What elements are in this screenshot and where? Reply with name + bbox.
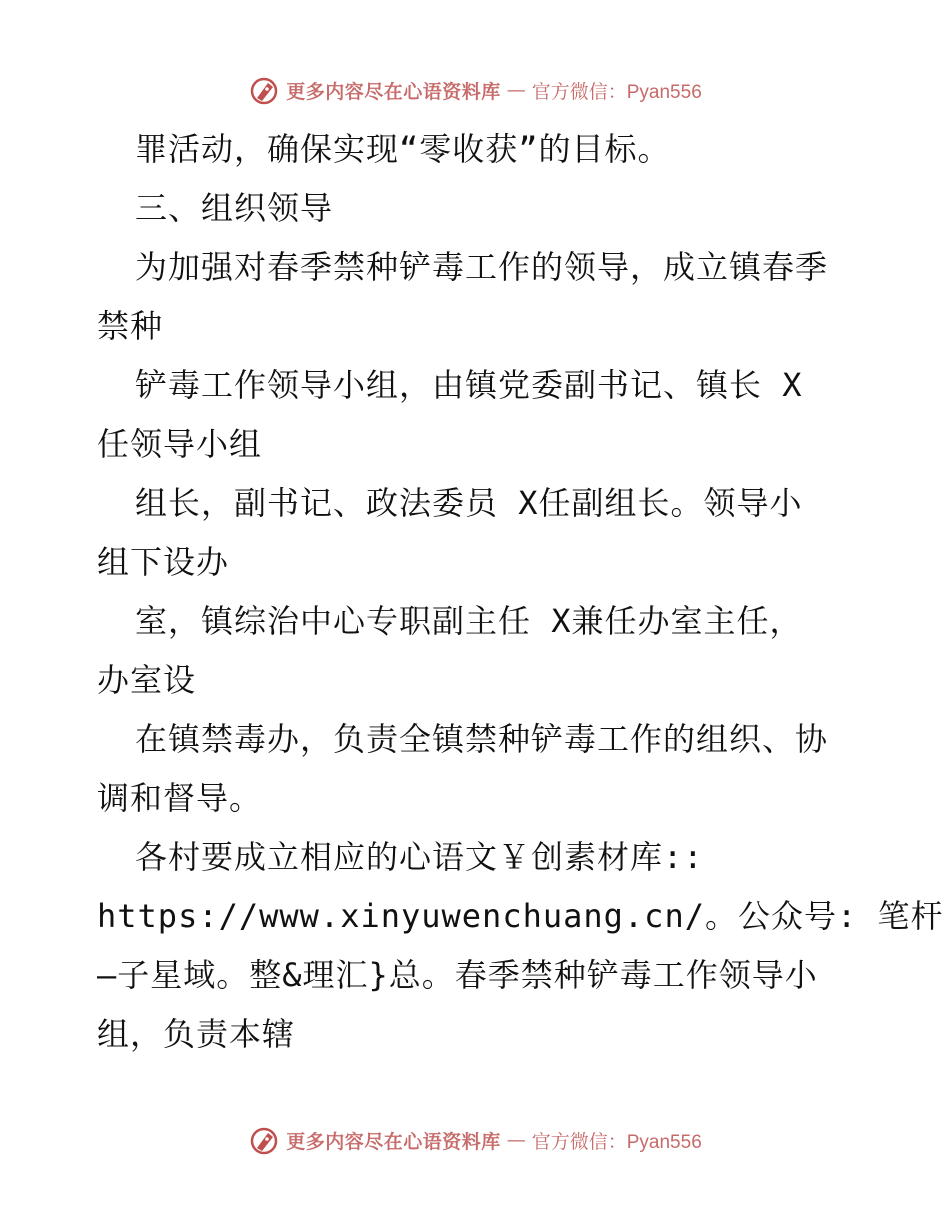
text-line: 各村要成立相应的心语文￥创素材库:: <box>135 838 704 876</box>
text-line: 在镇禁毒办，负责全镇禁种铲毒工作的组织、协 <box>135 720 829 758</box>
watermark-text: 更多内容尽在心语资料库 <box>286 80 501 103</box>
watermark-separator: — <box>506 1129 526 1151</box>
watermark-contact: 官方微信：Pyan556 <box>531 1131 702 1153</box>
text-line: 办室设 <box>97 661 197 699</box>
text-line: 调和督导。 <box>97 779 263 817</box>
text-line: 组长，副书记、政法委员 X任副组长。领导小 <box>135 484 803 522</box>
text-line: 组，负责本辖 <box>97 1015 296 1053</box>
text-line: 禁种 <box>97 307 164 345</box>
text-line: 罪活动，确保实现“零收获”的目标。 <box>135 130 671 168</box>
pen-nib-circle-icon <box>248 1124 280 1156</box>
watermark-text: 更多内容尽在心语资料库 <box>286 1130 501 1153</box>
text-line: 室，镇综治中心专职副主任 X兼任办室主任， <box>135 602 803 640</box>
text-line: 为加强对春季禁种铲毒工作的领导，成立镇春季 <box>135 248 829 286</box>
pen-nib-circle-icon <box>248 74 280 106</box>
section-heading: 三、组织领导 <box>135 189 334 227</box>
text-line: https://www.xinyuwenchuang.cn/。公众号: 笔杆 <box>97 897 944 935</box>
header-watermark <box>0 72 950 108</box>
document-body <box>97 120 944 1064</box>
text-line: 组下设办 <box>97 543 230 581</box>
text-line: —子星域。整&理汇}总。春季禁种铲毒工作领导小 <box>97 956 818 994</box>
text-line: 铲毒工作领导小组，由镇党委副书记、镇长 X <box>135 366 803 404</box>
watermark-contact: 官方微信：Pyan556 <box>531 81 702 103</box>
watermark-separator: — <box>506 79 526 101</box>
text-line: 任领导小组 <box>97 425 263 463</box>
footer-watermark <box>0 1122 950 1158</box>
